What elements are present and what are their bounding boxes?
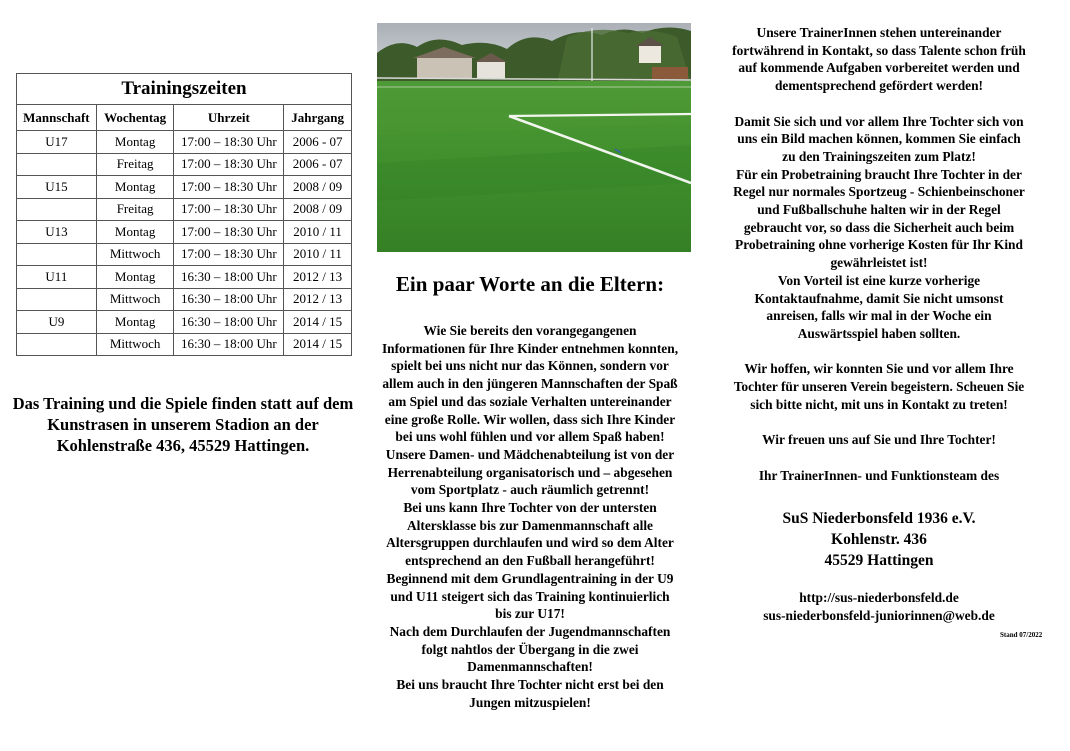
- cell-weekday: Montag: [96, 221, 174, 244]
- cell-weekday: Mittwoch: [96, 333, 174, 356]
- club-address: [706, 508, 1052, 571]
- table-row: [17, 131, 352, 154]
- cell-birth-year: 2012 / 13: [284, 266, 352, 289]
- cell-team: [17, 288, 97, 311]
- cell-time: 17:00 – 18:30 Uhr: [174, 198, 284, 221]
- trial-text-line: gebraucht vor, so dass die Sicherheit auch beim: [743, 219, 1015, 235]
- invitation-text-line: Tochter für unseren Verein begeistern. Scheuen Sie: [733, 379, 1025, 395]
- parents-text-line: Wie Sie bereits den vorangegangenen: [423, 323, 637, 338]
- parents-text-line: Informationen für Ihre Kinder entnehmen konnten,: [381, 340, 679, 356]
- parents-text-line: spielt bei uns nicht nur das Können, sondern vor: [391, 358, 669, 374]
- cell-team: [17, 243, 97, 266]
- parents-text-line: Bei uns kann Ihre Tochter von der untersten: [403, 500, 657, 516]
- table-title-row: [17, 74, 352, 105]
- welcome-line: Wir freuen uns auf Sie und Ihre Tochter!: [762, 432, 996, 448]
- cell-time: 16:30 – 18:00 Uhr: [174, 288, 284, 311]
- parents-text-line: Nach dem Durchlaufen der Jugendmannschaften: [389, 623, 671, 639]
- trial-text-line: Von Vorteil ist eine kurze vorherige: [777, 272, 981, 288]
- parents-text-line: bis zur U17!: [495, 606, 565, 622]
- invitation-text-line: Wir hoffen, wir konnten Sie und vor allem Ihre: [744, 361, 1014, 377]
- parents-text-line: am Spiel und das soziale Verhalten untereinander: [388, 393, 672, 409]
- parents-text-line: vom Sportplatz - auch räumlich getrennt!: [410, 482, 650, 498]
- cell-weekday: Montag: [96, 266, 174, 289]
- coaches-text-line: Unsere TrainerInnen stehen untereinander: [756, 25, 1002, 40]
- parents-text-line: und U11 steigert sich das Training kontinuierlich: [390, 588, 670, 604]
- parents-text-line: eine große Rolle. Wir wollen, dass sich Ihre Kinder: [384, 411, 676, 427]
- parents-text-line: Altersklasse bis zur Damenmannschaft alle: [407, 517, 653, 533]
- trial-text-line: und Fußballschuhe halten wir in der Regel: [757, 202, 1001, 218]
- training-schedule-table: [16, 73, 352, 356]
- version-stamp: Stand 07/2022: [1000, 631, 1043, 639]
- cell-birth-year: 2010 / 11: [284, 221, 352, 244]
- table-row: [17, 153, 352, 176]
- venue-note: Das Training und die Spiele finden statt auf dem Kunstrasen in unserem Stadion an der Kohlenstraße 436, 45529 Hattingen.: [12, 394, 354, 455]
- parents-text-line: Herrenabteilung organisatorisch und – abgesehen: [387, 464, 673, 480]
- parents-text-line: Bei uns braucht Ihre Tochter nicht erst bei den: [396, 677, 664, 693]
- cell-time: 17:00 – 18:30 Uhr: [174, 221, 284, 244]
- club-city: 45529 Hattingen: [824, 552, 934, 569]
- column-header-team: Mannschaft: [17, 105, 97, 131]
- trial-text-line: Kontaktaufnahme, damit Sie nicht umsonst: [754, 290, 1004, 306]
- cell-birth-year: 2012 / 13: [284, 288, 352, 311]
- column-header-weekday: Wochentag: [96, 105, 174, 131]
- parents-text-line: entsprechend an den Fußball herangeführt!: [405, 553, 655, 569]
- cell-time: 17:00 – 18:30 Uhr: [174, 131, 284, 154]
- column-header-birth-year: Jahrgang: [284, 105, 352, 131]
- trial-text-line: anreisen, falls wir mal in der Woche ein: [766, 308, 992, 324]
- cell-weekday: Freitag: [96, 153, 174, 176]
- cell-weekday: Montag: [96, 131, 174, 154]
- cell-time: 17:00 – 18:30 Uhr: [174, 153, 284, 176]
- cell-team: U9: [17, 311, 97, 334]
- table-row: [17, 221, 352, 244]
- parents-text-line: Beginnend mit dem Grundlagentraining in der U9: [386, 570, 674, 586]
- cell-weekday: Mittwoch: [96, 243, 174, 266]
- trial-text-line: Regel nur normales Sportzeug - Schienbeinschoner: [733, 184, 1025, 200]
- table-row: [17, 198, 352, 221]
- coaches-paragraph: [706, 24, 1052, 95]
- cell-birth-year: 2014 / 15: [284, 333, 352, 356]
- trial-training-paragraph: [706, 113, 1052, 343]
- cell-weekday: Montag: [96, 311, 174, 334]
- trial-text-line: Auswärtsspiel haben sollten.: [797, 325, 961, 341]
- coaches-text-line: auf kommende Aufgaben vorbereitet werden und: [738, 60, 1020, 76]
- parents-text-line: Unsere Damen- und Mädchenabteilung ist von der: [385, 446, 675, 462]
- email-link[interactable]: sus-niederbonsfeld-juniorinnen@web.de: [763, 607, 995, 623]
- cell-time: 16:30 – 18:00 Uhr: [174, 311, 284, 334]
- schedule-title: Trainingszeiten: [17, 74, 352, 105]
- cell-time: 17:00 – 18:30 Uhr: [174, 176, 284, 199]
- cell-birth-year: 2010 / 11: [284, 243, 352, 266]
- cell-team: [17, 198, 97, 221]
- cell-weekday: Montag: [96, 176, 174, 199]
- cell-team: [17, 333, 97, 356]
- parents-text-line: allem auch in den jüngeren Mannschaften der Spaß: [382, 376, 678, 392]
- club-street: Kohlenstr. 436: [831, 531, 927, 548]
- contact-info: [706, 589, 1052, 624]
- cell-team: U15: [17, 176, 97, 199]
- cell-team: U11: [17, 266, 97, 289]
- parents-heading: Ein paar Worte an die Eltern:: [395, 272, 665, 296]
- cell-weekday: Mittwoch: [96, 288, 174, 311]
- schedule-body: [17, 131, 352, 356]
- football-pitch-photo: [377, 23, 691, 252]
- trial-text-line: Probetraining ohne vorherige Kosten für Ihr Kind: [735, 237, 1023, 253]
- parents-text-line: Jungen mitzuspielen!: [469, 694, 591, 710]
- parents-text-line: bei uns wohl fühlen und vor allem Spaß haben!: [395, 429, 665, 445]
- cell-team: U13: [17, 221, 97, 244]
- parents-text-line: folgt nahtlos der Übergang in die zwei: [421, 641, 639, 657]
- coaches-text-line: dementsprechend gefördert werden!: [774, 78, 983, 94]
- cell-birth-year: 2014 / 15: [284, 311, 352, 334]
- table-row: [17, 333, 352, 356]
- trial-text-line: gewährleistet ist!: [830, 255, 928, 271]
- table-header-row: [17, 105, 352, 131]
- trial-text-line: Damit Sie sich und vor allem Ihre Tochter sich von: [734, 113, 1024, 129]
- right-column-text: [706, 24, 1052, 484]
- parents-text-line: Altersgruppen durchlaufen und wird so dem Alter: [386, 535, 674, 551]
- invitation-paragraph: [706, 360, 1052, 413]
- table-row: [17, 311, 352, 334]
- cell-birth-year: 2006 - 07: [284, 153, 352, 176]
- cell-time: 16:30 – 18:00 Uhr: [174, 333, 284, 356]
- cell-team: U17: [17, 131, 97, 154]
- club-name: SuS Niederbonsfeld 1936 e.V.: [782, 510, 976, 527]
- cell-team: [17, 153, 97, 176]
- team-signature-line: Ihr TrainerInnen- und Funktionsteam des: [758, 467, 1000, 483]
- website-link[interactable]: http://sus-niederbonsfeld.de: [799, 590, 959, 605]
- cell-birth-year: 2008 / 09: [284, 176, 352, 199]
- parents-text: [358, 322, 702, 711]
- table-row: [17, 288, 352, 311]
- coaches-text-line: fortwährend in Kontakt, so dass Talente schon früh: [732, 42, 1026, 58]
- column-header-time: Uhrzeit: [174, 105, 284, 131]
- cell-birth-year: 2008 / 09: [284, 198, 352, 221]
- trial-text-line: uns ein Bild machen können, kommen Sie einfach: [737, 131, 1021, 147]
- table-row: [17, 243, 352, 266]
- cell-birth-year: 2006 - 07: [284, 131, 352, 154]
- trial-text-line: Für ein Probetraining braucht Ihre Tochter in der: [736, 166, 1022, 182]
- table-row: [17, 176, 352, 199]
- table-row: [17, 266, 352, 289]
- cell-weekday: Freitag: [96, 198, 174, 221]
- cell-time: 17:00 – 18:30 Uhr: [174, 243, 284, 266]
- trial-text-line: zu den Trainingszeiten zum Platz!: [782, 148, 976, 164]
- invitation-text-line: sich bitte nicht, mit uns in Kontakt zu treten!: [750, 396, 1008, 412]
- cell-time: 16:30 – 18:00 Uhr: [174, 266, 284, 289]
- parents-text-line: Damenmannschaften!: [467, 659, 593, 675]
